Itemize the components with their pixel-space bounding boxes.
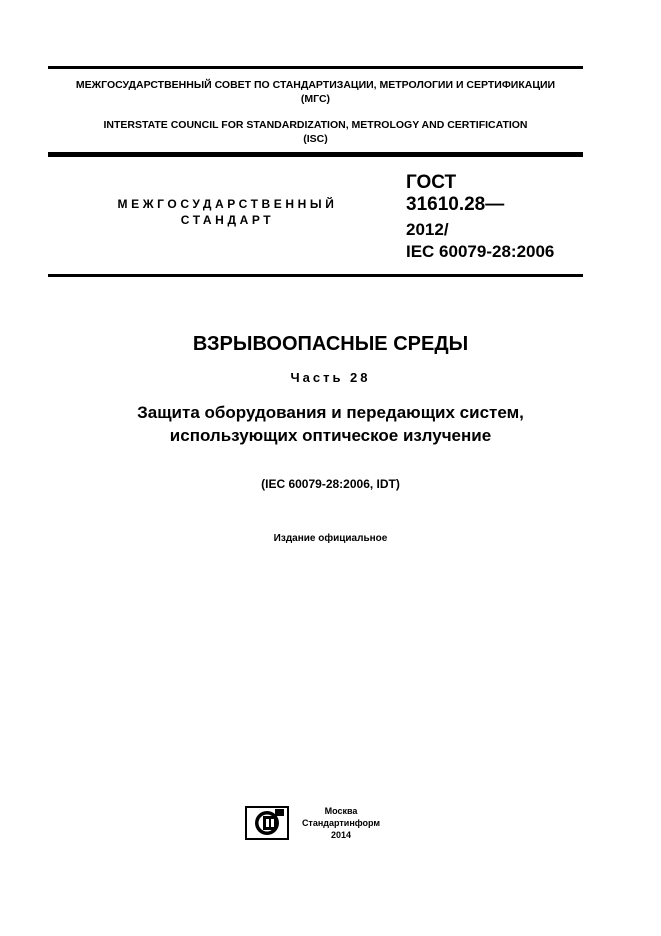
standard-type-line1: МЕЖГОСУДАРСТВЕННЫЙ [117,197,338,211]
document-subtitle-line2: использующих оптическое излучение [169,426,492,445]
iec-reference: (IEC 60079-28:2006, IDT) [261,477,400,491]
designation-rule [48,274,583,277]
document-title: ВЗРЫВООПАСНЫЕ СРЕДЫ [192,333,469,355]
designation-line3: 2012/ [406,220,449,239]
top-rule [48,66,583,69]
council-name-en: INTERSTATE COUNCIL FOR STANDARDIZATION, METROLOGY AND CERTIFICATION [103,119,528,131]
designation-line1: ГОСТ [406,172,457,193]
publisher-logo [245,806,289,840]
edition-note: Издание официальное [273,533,388,544]
designation-line2: 31610.28— [406,194,505,215]
council-abbr-en: (ISC) [303,133,328,145]
standard-type-line2: СТАНДАРТ [180,213,275,227]
publisher-city: Москва [324,806,358,816]
publication-year: 2014 [330,830,352,840]
publisher-name: Стандартинформ [301,818,381,828]
council-name-ru: МЕЖГОСУДАРСТВЕННЫЙ СОВЕТ ПО СТАНДАРТИЗАЦИИ, МЕТРОЛОГИИ И СЕРТИФИКАЦИИ [75,79,556,91]
part-number: Часть 28 [290,370,371,385]
document-subtitle-line1: Защита оборудования и передающих систем, [137,403,524,422]
council-abbr-ru: (МГС) [300,93,331,105]
designation-line4: IEC 60079-28:2006 [406,242,555,261]
header-thick-rule [48,152,583,157]
